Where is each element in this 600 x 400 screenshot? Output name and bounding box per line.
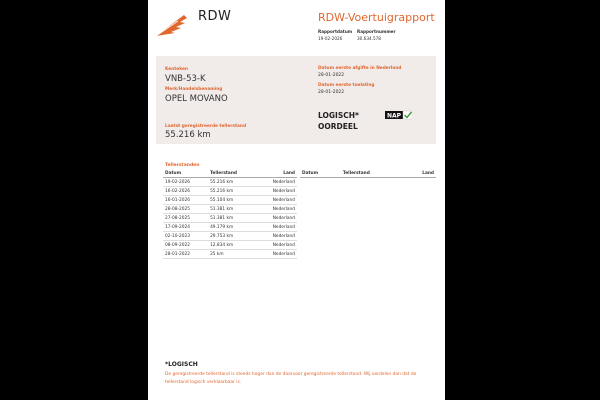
footnote-text: De geregistreerde tellerstand is steeds hoger dan de daarvoor geregistreerde tellerstand. Wij oordelen dan dat de tellerstand logisch verklaarbaar is. bbox=[165, 372, 417, 385]
svg-text:NAP: NAP bbox=[387, 112, 402, 120]
table-row: 08-09-2022 12.834 km Nederland bbox=[165, 242, 295, 248]
first-admission-nl-value: 28-01-2022 bbox=[318, 73, 345, 78]
readings-title: Tellerstanden bbox=[165, 163, 200, 168]
first-admission-nl-label: Datum eerste afgifte in Nederland bbox=[318, 66, 402, 71]
report-date-label: Rapportdatum bbox=[318, 29, 353, 34]
plate-value: VNB-53-K bbox=[165, 74, 206, 84]
col-km-2: Tellerstand bbox=[341, 170, 404, 178]
table-row: 16-01-2026 55.104 km Nederland bbox=[165, 197, 295, 203]
report-number-label: Rapportnummer bbox=[357, 29, 396, 34]
table-row: 02-10-2023 29.753 km Nederland bbox=[165, 233, 295, 239]
report-date bbox=[318, 29, 352, 42]
vehicle-summary bbox=[156, 56, 436, 144]
table-row: 17-09-2024 49.179 km Nederland bbox=[165, 224, 295, 230]
report-page bbox=[148, 0, 445, 400]
table-row: 28-08-2025 51.381 km Nederland bbox=[165, 206, 295, 212]
col-country-2: Land bbox=[404, 170, 436, 178]
odometer-label: Laatst geregistreerde tellerstand bbox=[165, 124, 247, 129]
verdict-line1: LOGISCH* bbox=[318, 111, 359, 120]
brand-name: RDW bbox=[198, 9, 232, 24]
verdict-line2: OORDEEL bbox=[318, 122, 358, 131]
nap-check-icon bbox=[385, 110, 412, 120]
make-label: Merk/Handelsbenaming bbox=[165, 87, 223, 92]
col-date: Datum bbox=[163, 170, 208, 178]
make-value: OPEL MOVANO bbox=[165, 94, 228, 104]
first-admission-value: 28-01-2022 bbox=[318, 90, 345, 95]
footnote-title: *LOGISCH bbox=[165, 361, 198, 368]
col-country: Land bbox=[256, 170, 297, 178]
table-row: 16-02-2026 55.216 km Nederland bbox=[165, 188, 295, 194]
table-row: 27-08-2025 51.381 km Nederland bbox=[165, 215, 295, 221]
readings-table bbox=[163, 170, 297, 259]
plate-label: Kenteken bbox=[165, 67, 188, 72]
table-row: 28-01-2022 25 km Nederland bbox=[165, 251, 295, 257]
first-admission-label: Datum eerste toelating bbox=[318, 83, 375, 88]
rdw-logo-icon bbox=[154, 12, 188, 38]
report-number bbox=[357, 29, 396, 42]
readings-table-2 bbox=[300, 170, 436, 178]
col-date-2: Datum bbox=[300, 170, 341, 178]
report-date-value: 19-02-2026 bbox=[318, 35, 343, 41]
odometer-value: 55.216 km bbox=[165, 130, 211, 140]
col-km: Tellerstand bbox=[208, 170, 256, 178]
report-title: RDW-Voertuigrapport bbox=[318, 11, 435, 24]
verdict bbox=[318, 110, 359, 132]
table-row: 19-02-2026 55.216 km Nederland bbox=[165, 179, 295, 185]
report-number-value: 30.634.578 bbox=[357, 35, 381, 41]
